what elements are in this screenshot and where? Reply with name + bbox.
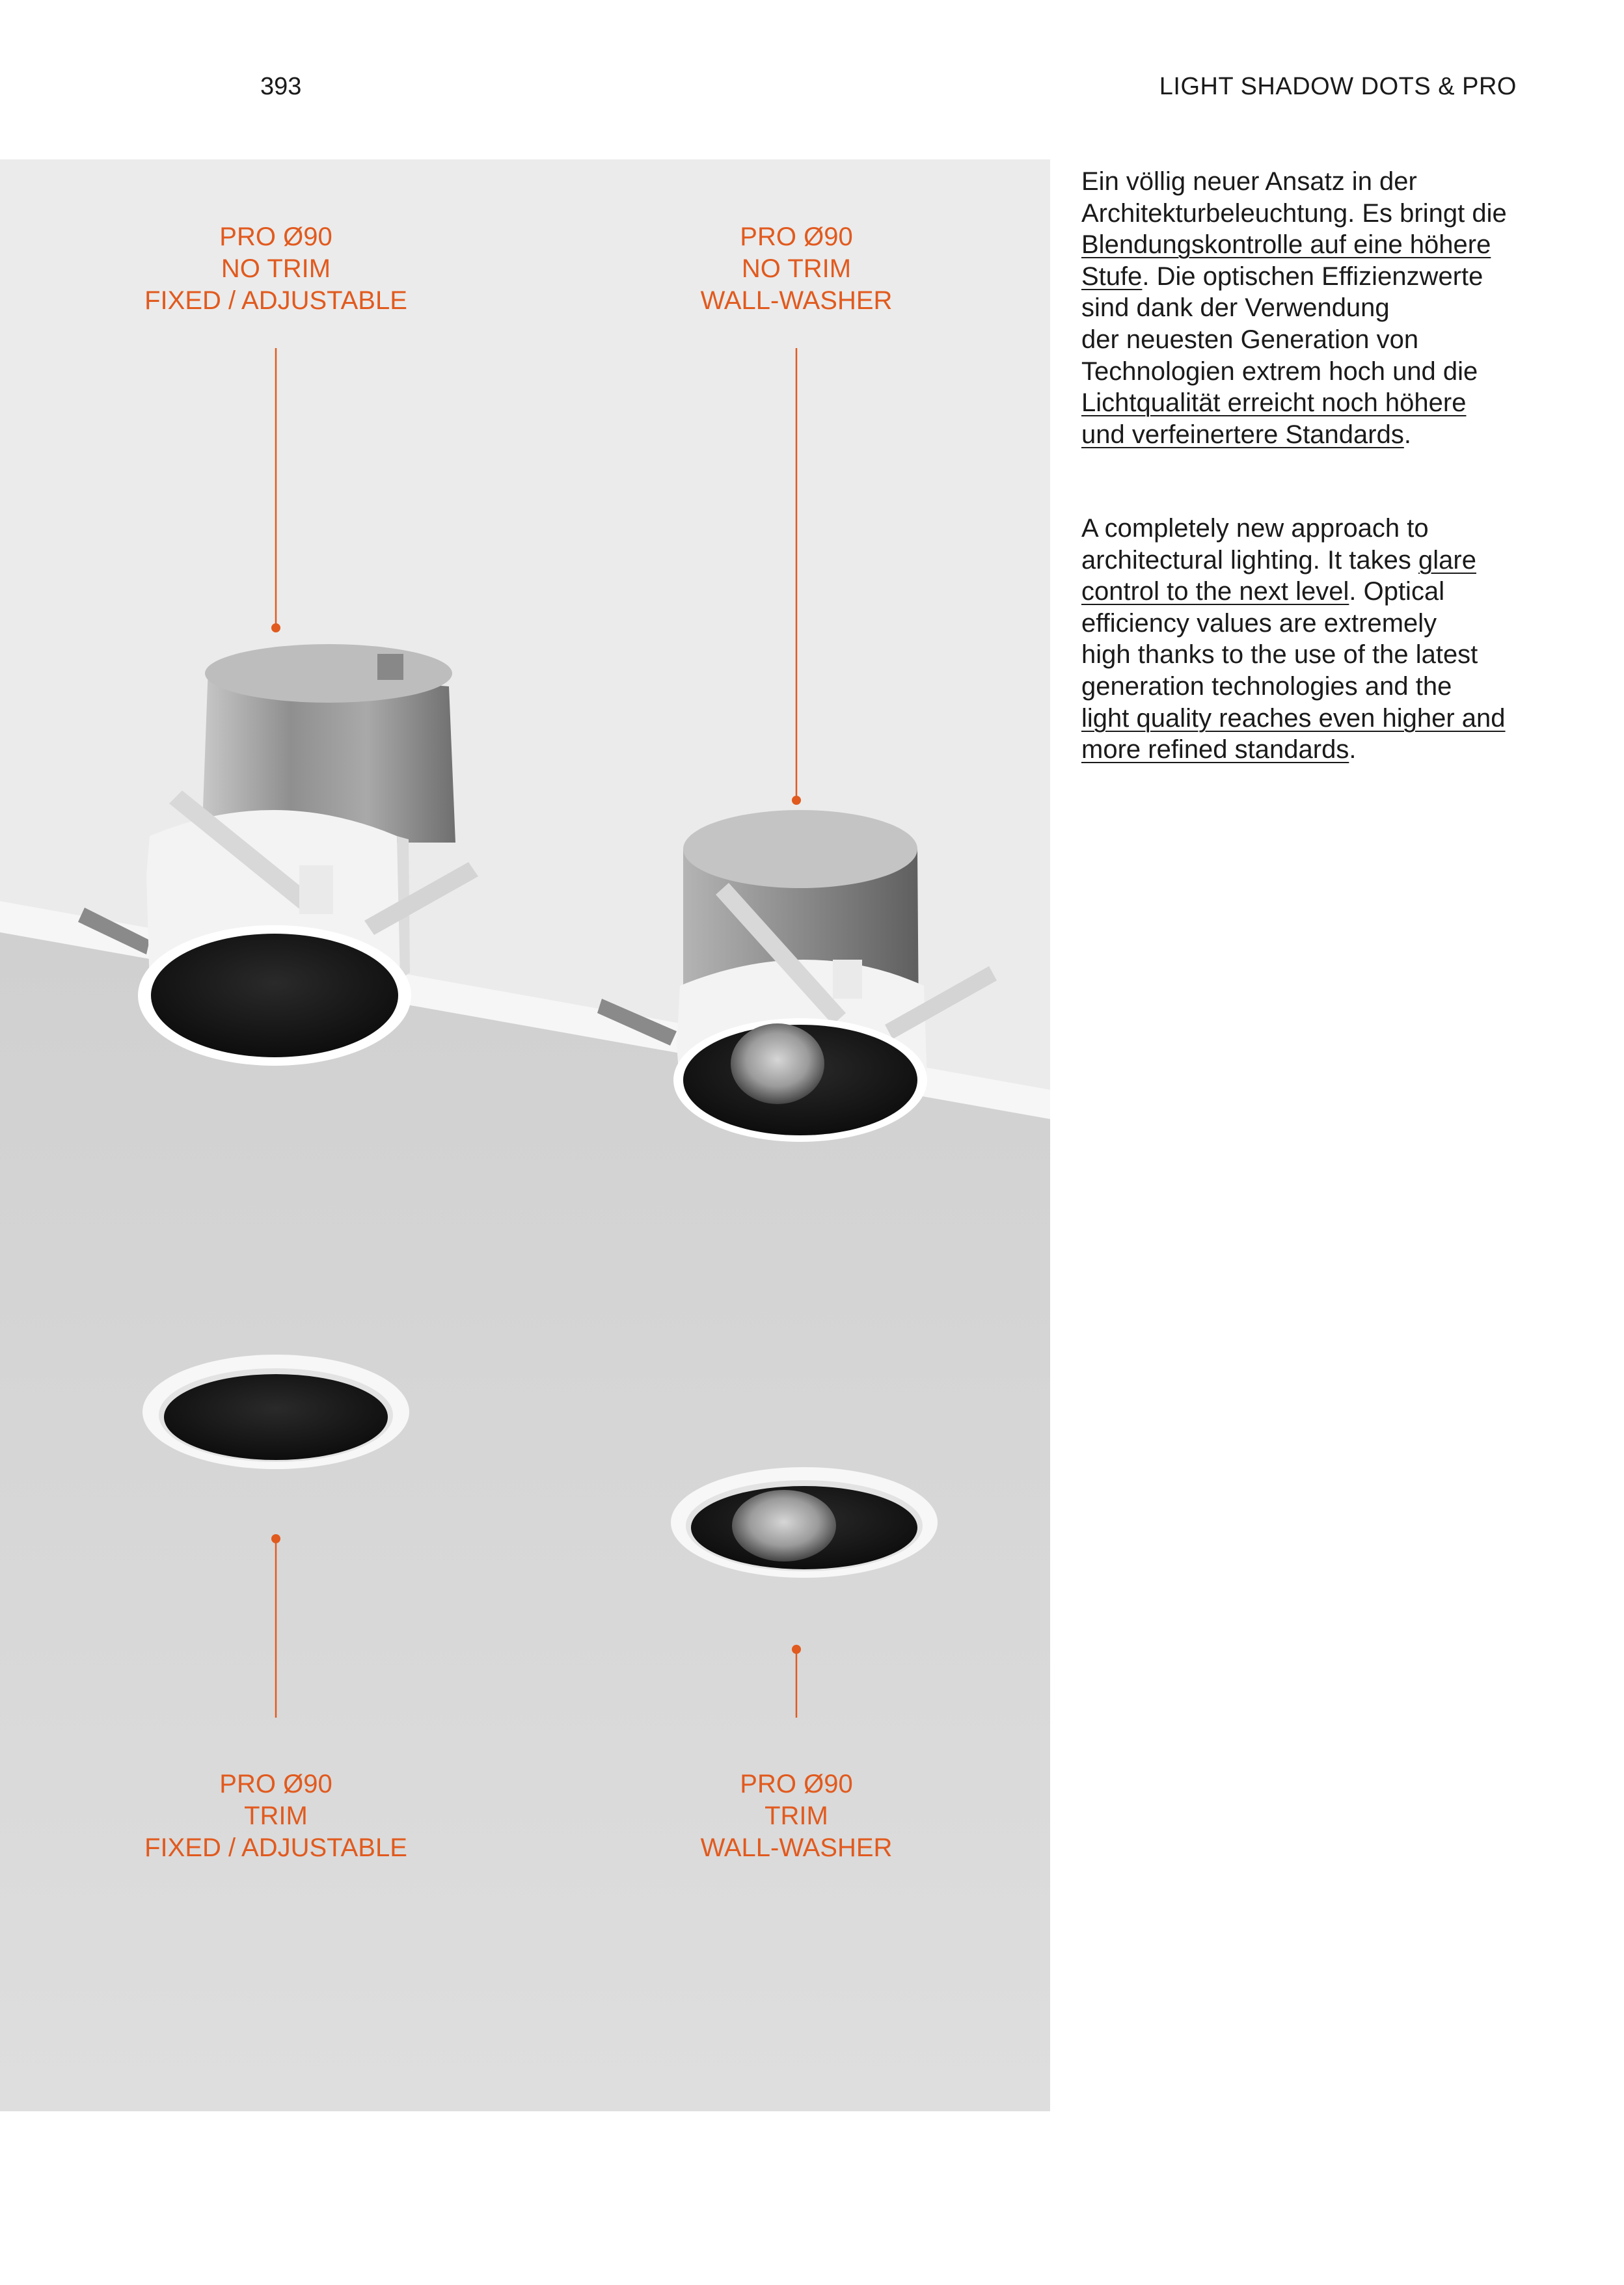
page-number: 393 — [260, 73, 302, 100]
luminaire-trim-fixed — [142, 1355, 409, 1469]
text-line: control to the next level. Optical — [1081, 577, 1445, 606]
callout-top-left — [81, 221, 471, 317]
text-line: und verfeinertere Standards. — [1081, 420, 1411, 449]
text-line: Architekturbeleuchtung. Es bringt die — [1081, 198, 1507, 228]
callout-line: PRO Ø90 — [219, 1770, 332, 1798]
text-line: light quality reaches even higher and — [1081, 703, 1506, 733]
callout-line: PRO Ø90 — [740, 1770, 853, 1798]
text-line: more refined standards. — [1081, 735, 1357, 764]
text-line: Blendungskontrolle auf eine höhere — [1081, 230, 1491, 260]
callout-line: PRO Ø90 — [219, 223, 332, 251]
text-line: sind dank der Verwendung — [1081, 293, 1390, 323]
callout-line: FIXED / ADJUSTABLE — [144, 1833, 407, 1862]
text-line: generation technologies and the — [1081, 671, 1452, 701]
callout-line: WALL-WASHER — [700, 286, 893, 315]
text-line: efficiency values are extremely — [1081, 608, 1437, 638]
callout-line: TRIM — [244, 1802, 308, 1830]
english-description — [1081, 513, 1524, 766]
german-description — [1081, 166, 1524, 450]
callout-bottom-right — [601, 1768, 992, 1864]
text-line: der neuesten Generation von — [1081, 325, 1419, 354]
callout-line: PRO Ø90 — [740, 223, 853, 251]
text-line: Lichtqualität erreicht noch höhere — [1081, 388, 1467, 418]
text-line: Ein völlig neuer Ansatz in der — [1081, 167, 1417, 196]
text-line: architectural lighting. It takes glare — [1081, 545, 1476, 575]
text-line: Technologien extrem hoch und die — [1081, 357, 1478, 386]
callout-line: WALL-WASHER — [700, 1833, 893, 1862]
callout-line: FIXED / ADJUSTABLE — [144, 286, 407, 315]
callout-top-right — [601, 221, 992, 317]
callout-line: TRIM — [765, 1802, 828, 1830]
callout-line: NO TRIM — [221, 254, 331, 283]
text-line: high thanks to the use of the latest — [1081, 640, 1478, 669]
running-head: LIGHT SHADOW DOTS & PRO — [1159, 73, 1517, 100]
callout-line: NO TRIM — [741, 254, 852, 283]
luminaire-trim-wall-washer — [671, 1467, 938, 1578]
text-line: Stufe. Die optischen Effizienzwerte — [1081, 262, 1483, 291]
text-line: A completely new approach to — [1081, 514, 1429, 543]
callout-bottom-left — [81, 1768, 471, 1864]
product-photo-panel — [0, 159, 1050, 2111]
